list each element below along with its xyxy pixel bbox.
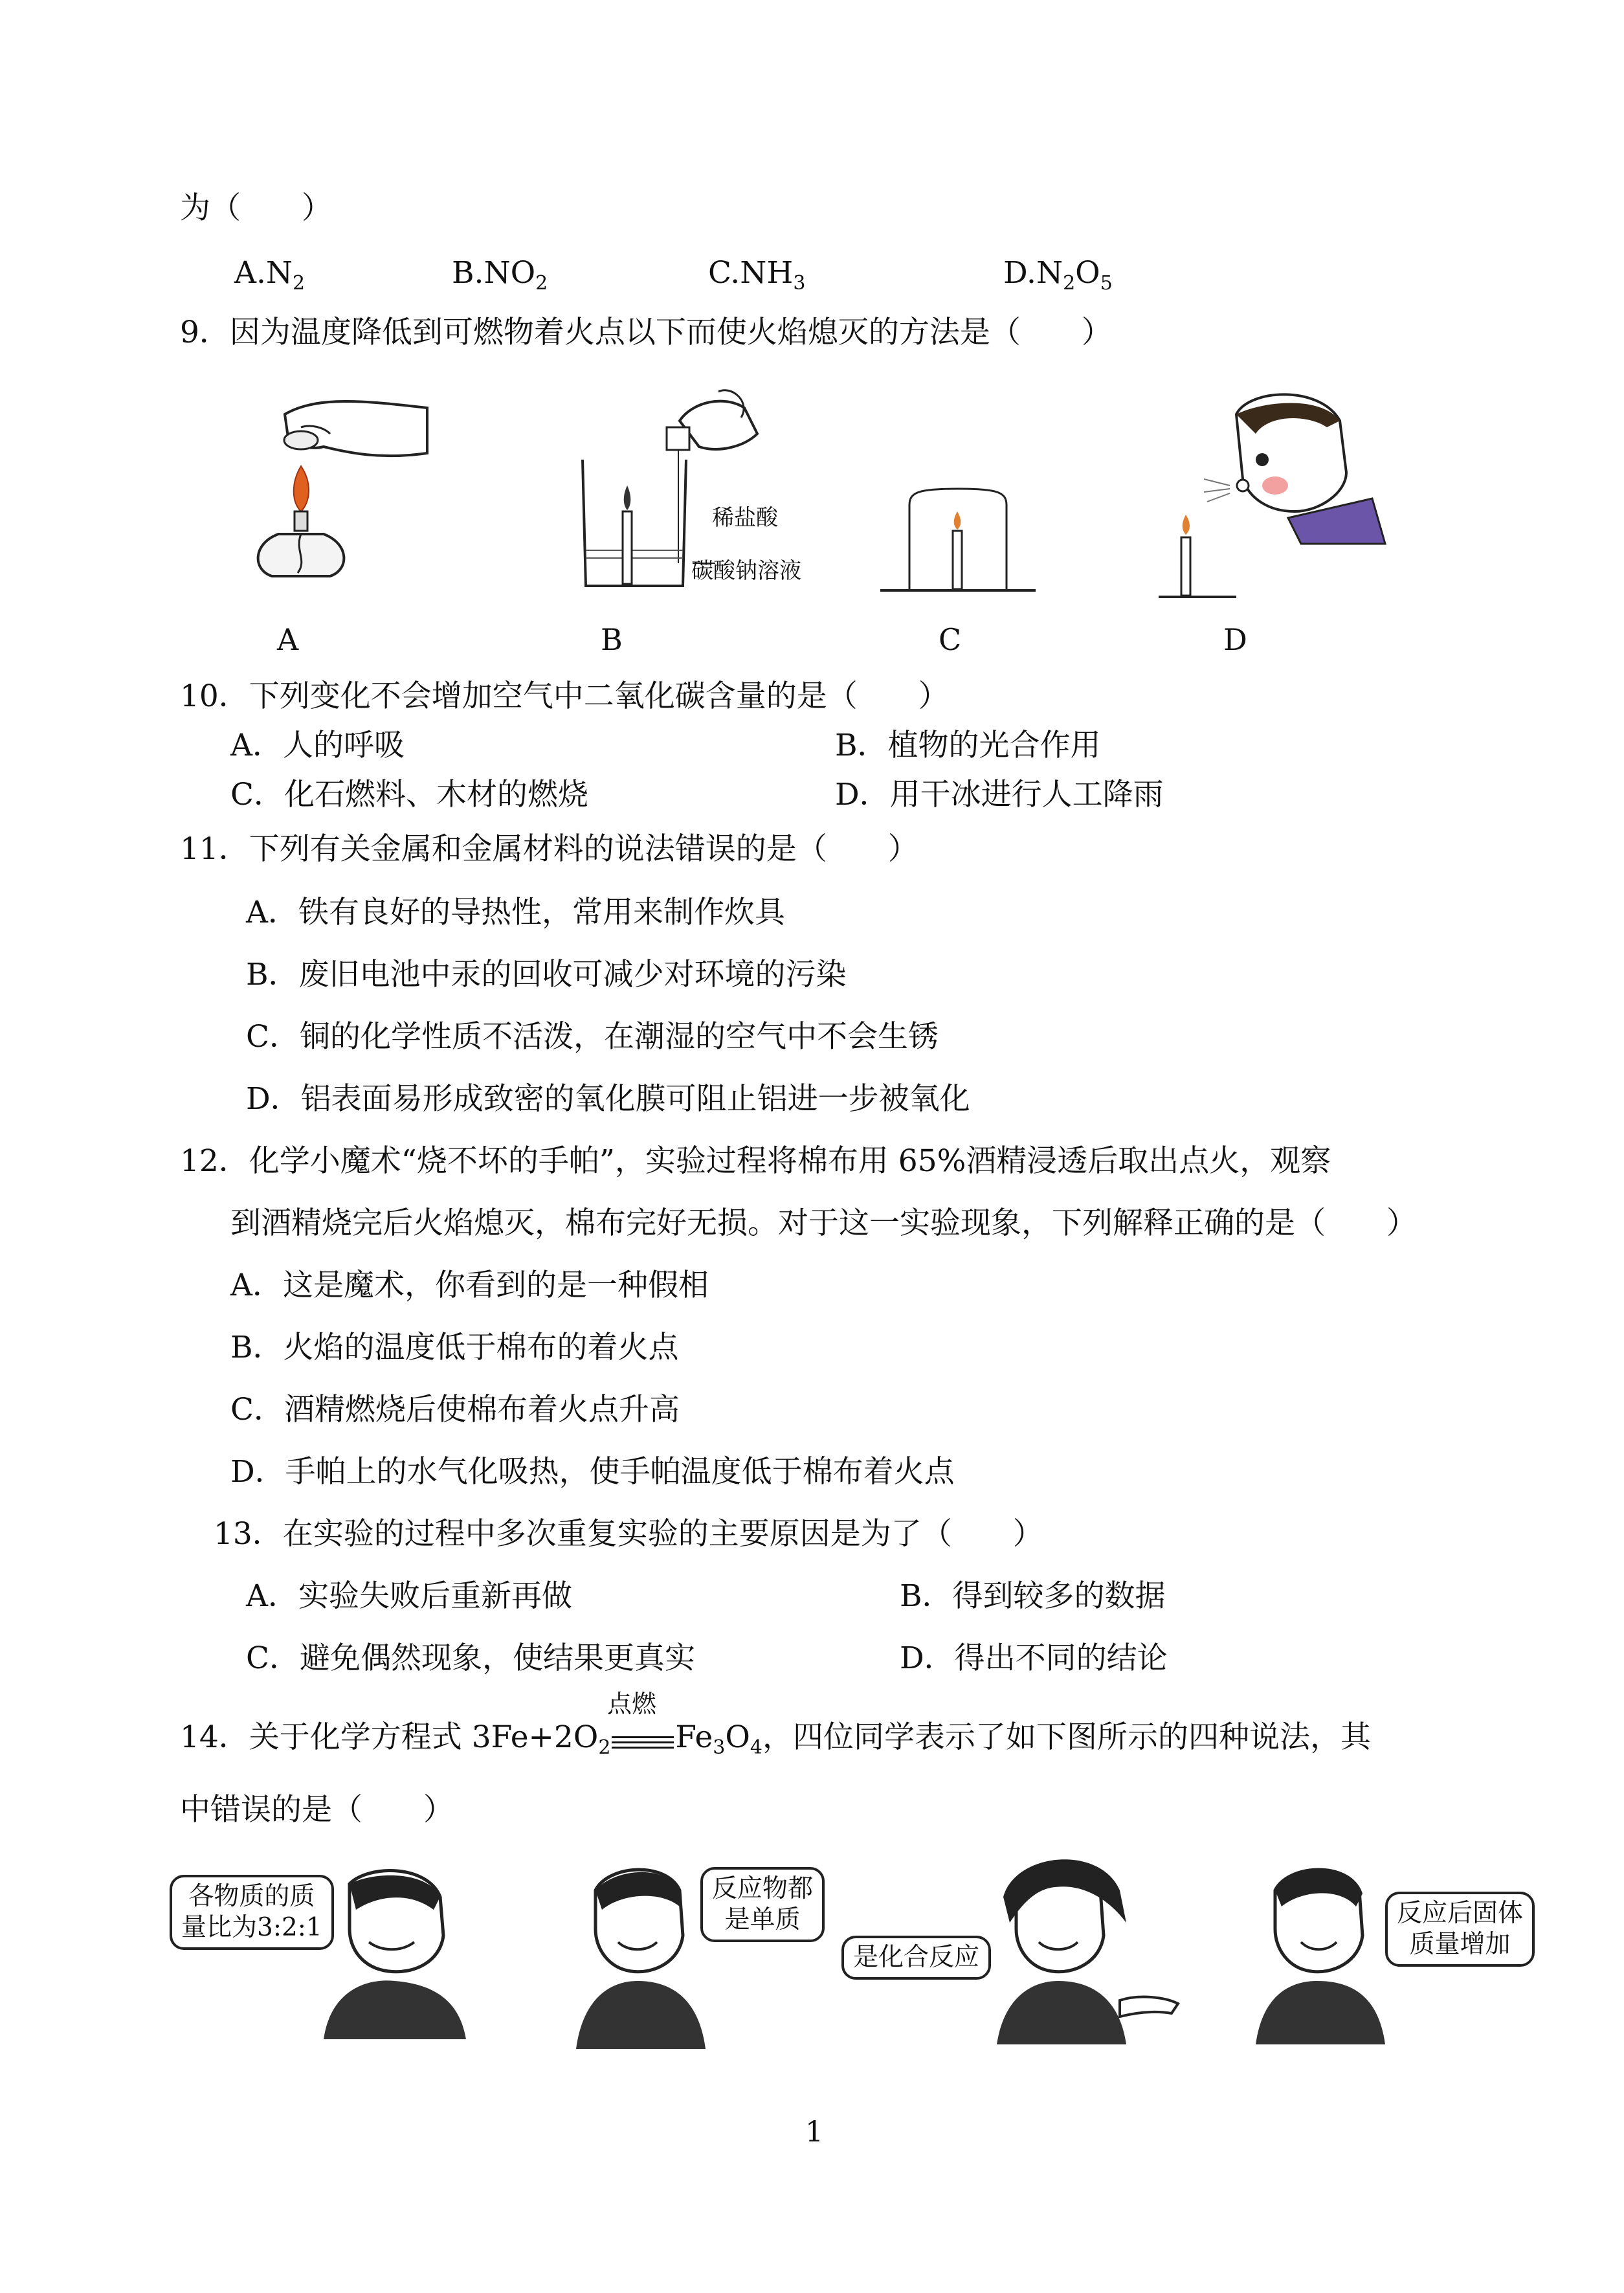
q14-stem-line2: 中错误的是（ ） xyxy=(180,1792,454,1828)
q10-option-d[interactable]: D．用干冰进行人工降雨 xyxy=(835,777,1164,812)
q8-option-a[interactable]: $A.N_2$ xyxy=(234,255,306,295)
q13-option-d[interactable]: D．得出不同的结论 xyxy=(900,1640,1168,1676)
q11-stem: 11．下列有关金属和金属材料的说法错误的是（ ） xyxy=(180,831,918,867)
covered-candle-figure xyxy=(874,479,1042,602)
q9-choice-b[interactable]: B xyxy=(601,622,623,657)
q12-stem-line1: 12．化学小魔术“烧不坏的手帕”，实验过程将棉布用 65%酒精浸透后取出点火，观察 xyxy=(180,1143,1331,1179)
q9-fig-b-label-acid: 稀盐酸 xyxy=(712,505,778,531)
speech-bubble-2: 反应物都 是单质 xyxy=(700,1867,825,1942)
reaction-condition: 点燃 xyxy=(607,1690,657,1718)
student-figure-4 xyxy=(1249,1858,1392,2046)
q13-option-b[interactable]: B．得到较多的数据 xyxy=(900,1578,1166,1614)
student-figure-1 xyxy=(311,1864,473,2046)
q12-option-a[interactable]: A．这是魔术，你看到的是一种假相 xyxy=(230,1268,709,1303)
q9-stem: 9．因为温度降低到可燃物着火点以下而使火焰熄灭的方法是（ ） xyxy=(180,315,1112,350)
speech-bubble-4: 反应后固体 质量增加 xyxy=(1385,1892,1535,1967)
q11-option-a[interactable]: A．铁有良好的导热性，常用来制作炊具 xyxy=(246,895,785,930)
q13-option-a[interactable]: A．实验失败后重新再做 xyxy=(246,1578,572,1614)
q9-fig-b-label-solution: 碳酸钠溶液 xyxy=(691,558,801,584)
q11-option-c[interactable]: C．铜的化学性质不活泼，在潮湿的空气中不会生锈 xyxy=(246,1019,939,1055)
q14-stem-line1: 14．关于化学方程式 $3Fe+2O_2$ $Fe_3O_4$，四位同学表示了如下图所示的四种说法，其 xyxy=(180,1719,1372,1759)
q9-choice-a[interactable]: A xyxy=(277,622,299,657)
q10-option-b[interactable]: B．植物的光合作用 xyxy=(835,728,1101,763)
student-figure-2 xyxy=(570,1858,712,2052)
speech-bubble-1: 各物质的质 量比为3:2:1 xyxy=(170,1875,334,1950)
q8-stem-tail: 为（ ） xyxy=(180,190,332,226)
q8-option-d[interactable]: $D.N_2O_5$ xyxy=(1003,255,1113,295)
q12-option-c[interactable]: C．酒精燃烧后使棉布着火点升高 xyxy=(230,1392,680,1427)
q8-option-c[interactable]: $C.NH_3$ xyxy=(708,255,806,295)
q11-option-d[interactable]: D．铝表面易形成致密的氧化膜可阻止铝进一步被氧化 xyxy=(246,1081,970,1117)
q11-option-b[interactable]: B．废旧电池中汞的回收可减少对环境的污染 xyxy=(246,957,847,992)
q10-stem: 10．下列变化不会增加空气中二氧化碳含量的是（ ） xyxy=(180,678,949,714)
q12-stem-line2: 到酒精烧完后火焰熄灭，棉布完好无损。对于这一实验现象，下列解释正确的是（ ） xyxy=(230,1205,1417,1241)
page-number: 1 xyxy=(805,2116,823,2149)
q9-choice-d[interactable]: D xyxy=(1223,622,1247,657)
q8-option-b[interactable]: $B.NO_2$ xyxy=(452,255,548,295)
alcohol-lamp-figure xyxy=(239,388,434,609)
student-figure-3 xyxy=(964,1851,1185,2046)
equation-equals-sign xyxy=(610,1718,675,1757)
speech-bubble-3: 是化合反应 xyxy=(841,1936,991,1980)
q10-option-a[interactable]: A．人的呼吸 xyxy=(230,728,405,763)
q12-option-b[interactable]: B．火焰的温度低于棉布的着火点 xyxy=(230,1330,679,1365)
q12-option-d[interactable]: D．手帕上的水气化吸热，使手帕温度低于棉布着火点 xyxy=(230,1454,955,1490)
q13-stem: 13．在实验的过程中多次重复实验的主要原因是为了（ ） xyxy=(214,1516,1043,1552)
q10-option-c[interactable]: C．化石燃料、木材的燃烧 xyxy=(230,777,588,812)
blowing-candle-figure xyxy=(1152,388,1398,602)
q13-option-c[interactable]: C．避免偶然现象，使结果更真实 xyxy=(246,1640,695,1676)
q9-choice-c[interactable]: C xyxy=(939,622,962,657)
